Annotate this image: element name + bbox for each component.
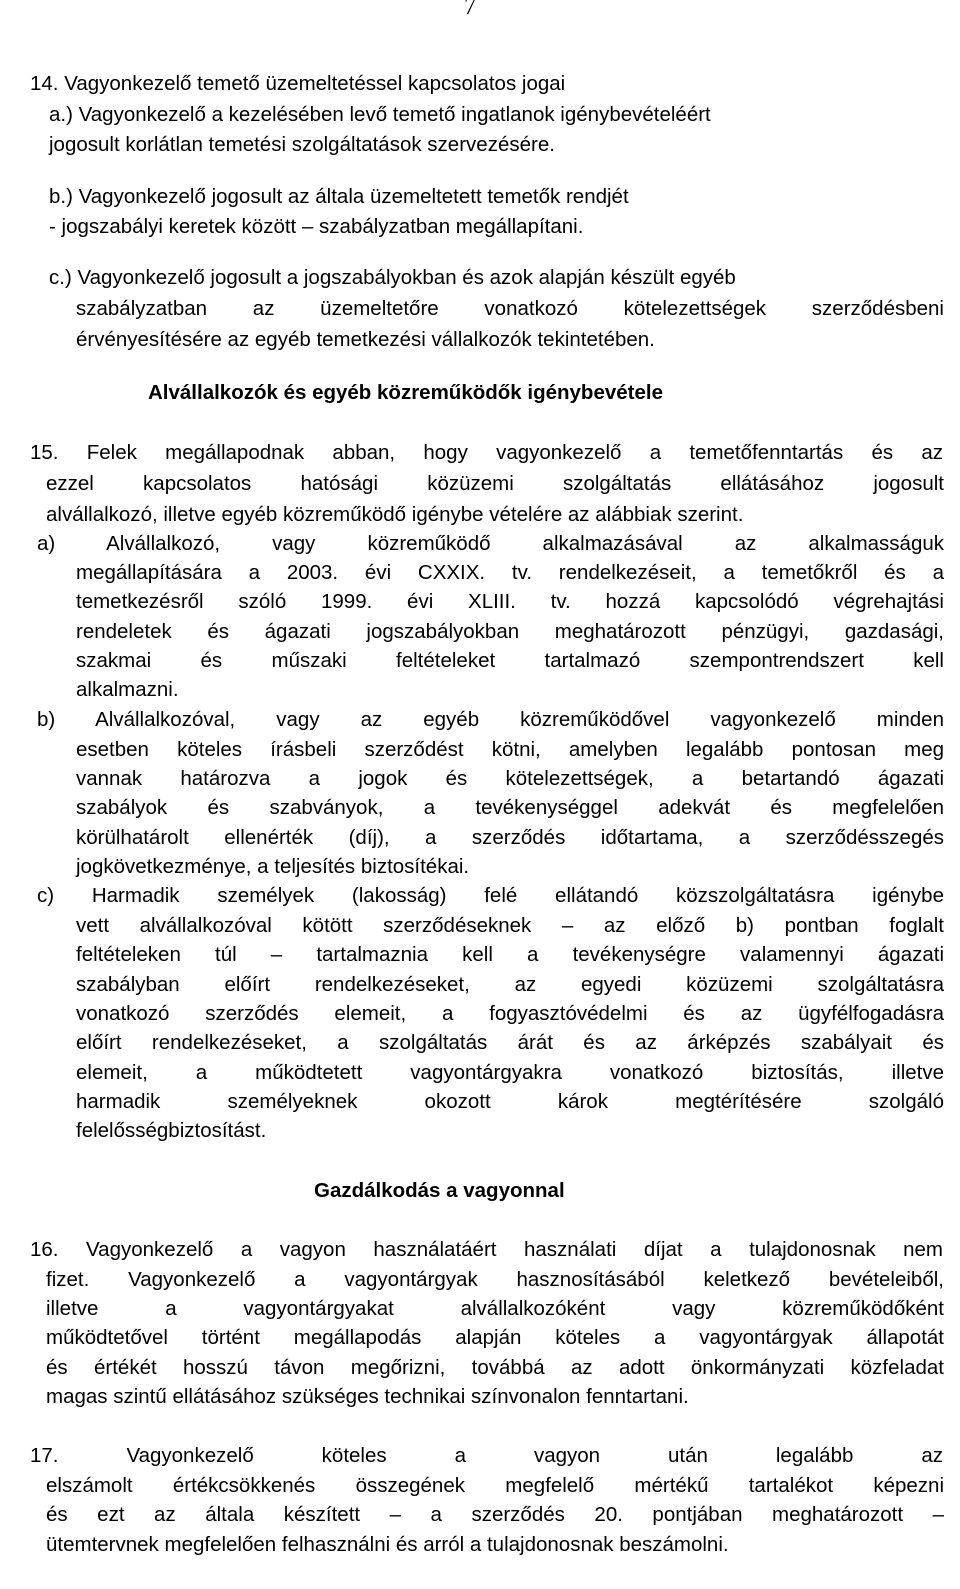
- section-16-line: és értékét hosszú távon megőrizni, továbbá az adott önkormányzati közfeladat: [46, 1356, 944, 1379]
- section-15a-line: szakmai és műszaki feltételeket tartalmazó szempontrendszert kell: [76, 649, 944, 672]
- section-14b-line: - jogszabályi keretek között – szabályzatban megállapítani.: [49, 215, 584, 238]
- section-15c-line: szabályban előírt rendelkezéseket, az egyedi közüzemi szolgáltatásra: [76, 973, 944, 996]
- section-15b-line: szabályok és szabványok, a tevékenységgel adekvát és megfelelően: [76, 796, 944, 819]
- section-16-line: fizet. Vagyonkezelő a vagyontárgyak hasznosításából keletkező bevételeiből,: [46, 1268, 944, 1291]
- section-15a-line: temetkezésről szóló 1999. évi XLIII. tv. hozzá kapcsolódó végrehajtási: [76, 590, 944, 613]
- section-14-title: 14. Vagyonkezelő temető üzemeltetéssel kapcsolatos jogai: [30, 72, 566, 95]
- heading-subcontractors: Alvállalkozók és egyéb közreműködők igénybevétele: [148, 381, 663, 404]
- section-17-line: ütemtervnek megfelelően felhasználni és arról a tulajdonosnak beszámolni.: [46, 1533, 729, 1556]
- section-14c-line: érvényesítésére az egyéb temetkezési vállalkozók tekintetében.: [76, 328, 655, 351]
- section-14a-line: jogosult korlátlan temetési szolgáltatások szervezésére.: [49, 133, 555, 156]
- section-15a-line: alkalmazni.: [76, 678, 179, 701]
- section-15a-line: megállapítására a 2003. évi CXXIX. tv. rendelkezéseit, a temetőkről és a: [76, 561, 944, 584]
- section-14c-line: szabályzatban az üzemeltetőre vonatkozó kötelezettségek szerződésbeni: [76, 297, 944, 320]
- section-15a-line: rendeletek és ágazati jogszabályokban meghatározott pénzügyi, gazdasági,: [76, 620, 944, 643]
- section-16-line: magas szintű ellátásához szükséges technikai színvonalon fenntartani.: [46, 1385, 689, 1408]
- section-17-line: 17. Vagyonkezelő köteles a vagyon után legalább az: [30, 1444, 943, 1467]
- section-15c-line: harmadik személyeknek okozott károk megtérítésére szolgáló: [76, 1090, 944, 1113]
- section-15c-line: vett alvállalkozóval kötött szerződéseknek – az előző b) pontban foglalt: [76, 914, 944, 937]
- section-15c-line: c) Harmadik személyek (lakosság) felé ellátandó közszolgáltatásra igénybe: [37, 884, 944, 907]
- section-16-line: illetve a vagyontárgyakat alvállalkozóként vagy közreműködőként: [46, 1297, 944, 1320]
- section-17-line: elszámolt értékcsökkenés összegének megfelelő mértékű tartalékot képezni: [46, 1474, 944, 1497]
- section-15b-line: körülhatárolt ellenérték (díj), a szerződés időtartama, a szerződésszegés: [76, 826, 944, 849]
- section-15c-line: felelősségbiztosítást.: [76, 1119, 267, 1142]
- section-15-line: 15. Felek megállapodnak abban, hogy vagyonkezelő a temetőfenntartás és az: [30, 441, 943, 464]
- section-15c-line: vonatkozó szerződés elemeit, a fogyasztóvédelmi és az ügyfélfogadásra: [76, 1002, 944, 1025]
- section-15a-line: a) Alvállalkozó, vagy közreműködő alkalmazásával az alkalmasságuk: [37, 532, 944, 555]
- section-14b-line: b.) Vagyonkezelő jogosult az általa üzemeltetett temetők rendjét: [49, 185, 629, 208]
- section-16-line: 16. Vagyonkezelő a vagyon használatáért használati díjat a tulajdonosnak nem: [30, 1238, 943, 1261]
- heading-asset-management: Gazdálkodás a vagyonnal: [314, 1179, 565, 1202]
- section-14a-line: a.) Vagyonkezelő a kezelésében levő temető ingatlanok igénybevételéért: [49, 103, 711, 126]
- section-15c-line: elemeit, a működtetett vagyontárgyakra vonatkozó biztosítás, illetve: [76, 1061, 944, 1084]
- section-16-line: működtetővel történt megállapodás alapján köteles a vagyontárgyak állapotát: [46, 1326, 944, 1349]
- section-14c-line: c.) Vagyonkezelő jogosult a jogszabályokban és azok alapján készült egyéb: [49, 266, 736, 289]
- section-15b-line: jogkövetkezménye, a teljesítés biztosítékai.: [76, 855, 470, 878]
- section-15-line: ezzel kapcsolatos hatósági közüzemi szolgáltatás ellátásához jogosult: [46, 472, 944, 495]
- section-15-line: alvállalkozó, illetve egyéb közreműködő igénybe vételére az alábbiak szerint.: [46, 503, 744, 526]
- section-15c-line: feltételeken túl – tartalmaznia kell a tevékenységre valamennyi ágazati: [76, 943, 944, 966]
- section-15c-line: előírt rendelkezéseket, a szolgáltatás árát és az árképzés szabályait és: [76, 1031, 944, 1054]
- page-number: 7: [464, 0, 476, 20]
- section-15b-line: esetben köteles írásbeli szerződést kötni, amelyben legalább pontosan meg: [76, 738, 944, 761]
- section-15b-line: b) Alvállalkozóval, vagy az egyéb közreműködővel vagyonkezelő minden: [37, 708, 944, 731]
- section-17-line: és ezt az általa készített – a szerződés 20. pontjában meghatározott –: [46, 1503, 944, 1526]
- section-15b-line: vannak határozva a jogok és kötelezettségek, a betartandó ágazati: [76, 767, 944, 790]
